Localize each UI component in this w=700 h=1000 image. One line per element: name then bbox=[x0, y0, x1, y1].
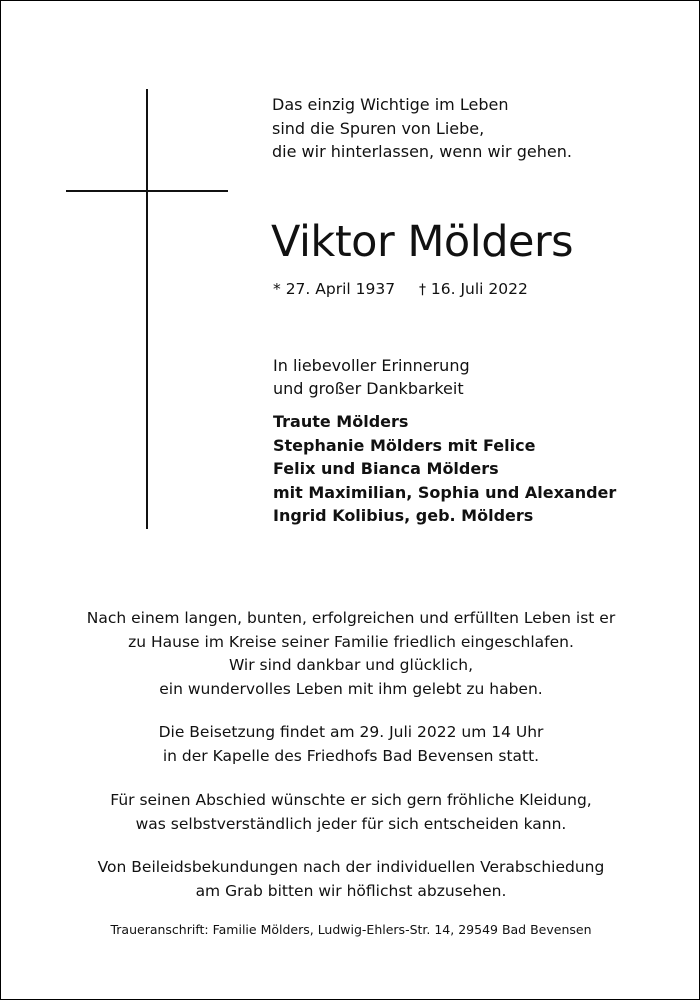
birth-symbol: * bbox=[273, 280, 281, 298]
quote-line: sind die Spuren von Liebe, bbox=[272, 118, 485, 138]
mourner-name: Stephanie Mölders mit Felice bbox=[273, 435, 536, 455]
cross-horizontal-bar bbox=[66, 190, 228, 192]
quote-line: die wir hinterlassen, wenn wir gehen. bbox=[272, 142, 572, 161]
quote bbox=[272, 93, 572, 164]
remembrance-line: In liebevoller Erinnerung bbox=[273, 356, 470, 375]
paragraph-line: in der Kapelle des Friedhofs Bad Bevensen statt. bbox=[162, 746, 540, 765]
paragraph-line: Wir sind dankbar und glücklich, bbox=[228, 656, 474, 674]
life-dates bbox=[273, 278, 528, 301]
mourner-name: Ingrid Kolibius, geb. Mölders bbox=[273, 506, 534, 525]
cross-vertical-bar bbox=[146, 89, 148, 529]
birth-date: 27. April 1937 bbox=[285, 280, 396, 298]
paragraph-line: Für seinen Abschied wünschte er sich gern fröhliche Kleidung, bbox=[110, 791, 592, 809]
deceased-name: Viktor Mölders bbox=[271, 217, 574, 267]
death-symbol: † bbox=[418, 282, 426, 298]
mourning-address: Traueranschrift: Familie Mölders, Ludwig-Ehlers-Str. 14, 29549 Bad Bevensen bbox=[110, 922, 592, 937]
paragraph-condolences bbox=[1, 856, 700, 903]
quote-line: Das einzig Wichtige im Leben bbox=[272, 95, 509, 114]
mourner-name: mit Maximilian, Sophia und Alexander bbox=[273, 482, 617, 502]
paragraph-line: Von Beileidsbekundungen nach der individuellen Verabschiedung bbox=[97, 858, 605, 876]
paragraph-line: was selbstverständlich jeder für sich entscheiden kann. bbox=[135, 814, 567, 833]
mourner-name: Felix und Bianca Mölders bbox=[273, 459, 499, 478]
paragraph-line: Die Beisetzung findet am 29. Juli 2022 um 14 Uhr bbox=[158, 723, 544, 741]
paragraph-burial bbox=[1, 721, 700, 768]
death-date: 16. Juli 2022 bbox=[430, 280, 528, 298]
paragraph-line: zu Hause im Kreise seiner Familie friedlich eingeschlafen. bbox=[128, 632, 574, 651]
mourners-list bbox=[273, 410, 616, 528]
paragraph-line: am Grab bitten wir höflichst abzusehen. bbox=[195, 881, 507, 900]
remembrance-line: und großer Dankbarkeit bbox=[273, 379, 464, 398]
paragraph-passing bbox=[1, 607, 700, 701]
mourner-name: Traute Mölders bbox=[273, 412, 409, 431]
remembrance bbox=[273, 354, 470, 400]
paragraph-line: ein wundervolles Leben mit ihm gelebt zu haben. bbox=[159, 679, 543, 698]
paragraph-clothing bbox=[1, 789, 700, 836]
paragraph-line: Nach einem langen, bunten, erfolgreichen und erfüllten Leben ist er bbox=[86, 609, 616, 627]
